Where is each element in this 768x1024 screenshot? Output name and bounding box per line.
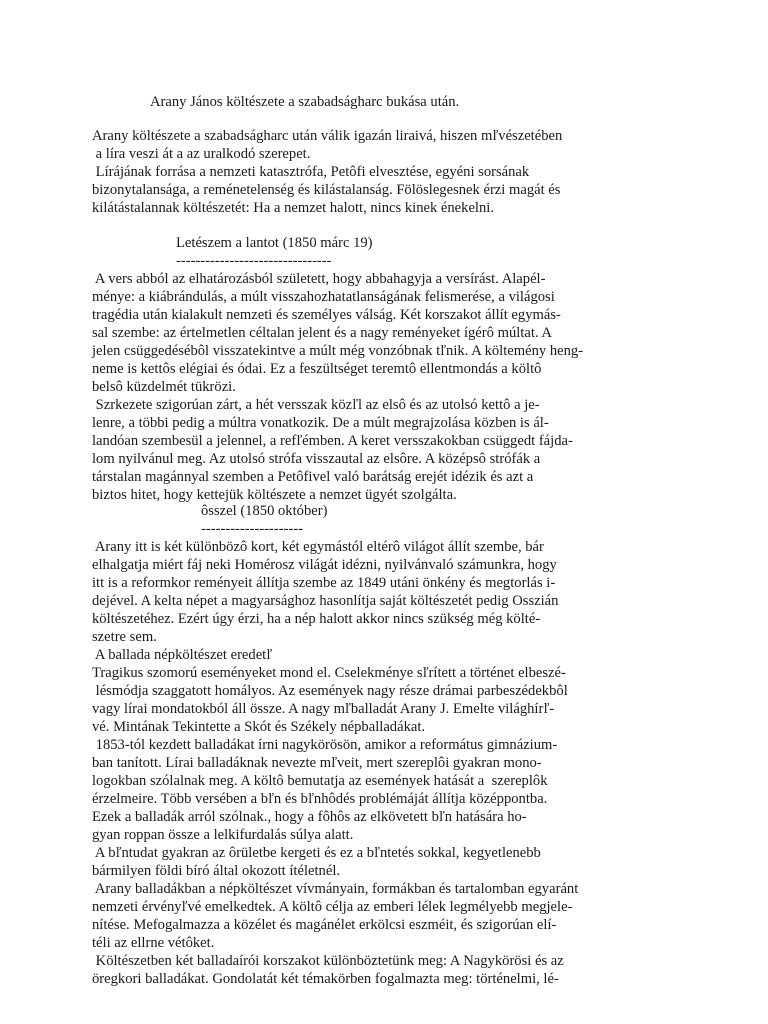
text-line: téli az ellrne vétôket. [92,935,215,951]
text-line: lom nyilvánul meg. Az utolsó strófa visszautal az elsôre. A középsô strófák a [92,451,541,467]
document-title: Arany János költészete a szabadságharc bukása után. [150,94,460,110]
text-line: a líra veszi át a az uralkodó szerepet. [92,146,311,162]
text-line: vé. Mintának Tekintette a Skót és Székely népballadákat. [92,719,426,735]
text-line: belsô küzdelmét tükrözi. [92,379,236,395]
text-line: nítése. Mefogalmazza a közélet és magánélet erkölcsi eszméit, és szigorúan elí- [92,917,557,933]
text-line: öregkori balladákat. Gondolatát két témakörben fogalmazta meg: történelmi, lé- [92,971,559,987]
text-line: A vers abból az elhatározásból született, hogy abbahagyja a versírást. Alapél- [92,271,546,287]
text-line: Költészetben két balladaírói korszakot különböztetünk meg: A Nagykörösi és az [92,953,564,969]
text-line: ménye: a kiábrándulás, a múlt visszahozhatatlanságának felismerése, a világosi [92,289,555,305]
text-line: gyan roppan össze a lelkifurdalás súlya alatt. [92,827,354,843]
text-line: Arany balladákban a népköltészet vívmányain, formákban és tartalomban egyaránt [92,881,579,897]
text-line: vagy lírai mondatokból áll össze. A nagy mľballadát Arany J. Emelte világhírľ- [92,701,555,717]
text-line: Arany költészete a szabadságharc után válik igazán lirai⁢vá, hiszen mľvészetében [92,128,563,144]
section-heading: ôsszel (1850 október) [201,503,328,519]
text-line: Ezek a balladák arról szólnak., hogy a fôhôs az elkövetett bľn hatására ho- [92,809,527,825]
text-line: kilátástalannak költészetét: Ha a nemzet halott, nincs kinek énekelni. [92,200,494,216]
text-line: társtalan magánnyal szemben a Petôfivel való barátság erejét idézik és azt a [92,469,534,485]
text-line: 1853-tól kezdett balladákat írni nagykörösön, amikor a református gimnázium- [92,737,558,753]
text-line: lésmódja szaggatott homályos. Az események nagy része drámai parbeszédekbôl [92,683,568,699]
text-line: költészetéhez. Ezért úgy érzi, ha a nép halott akkor nincs szükség még költé- [92,611,541,627]
text-line: neme is kettôs elégiai és ódai. Ez a feszültséget teremtô ellentmondás a költô [92,361,542,377]
text-line: bármilyen földi bíró által okozott ítéletnél. [92,863,341,879]
section-underline: -------------------------------- [176,253,332,269]
text-line: bizonytalansága, a reménetelenség és kilástalanság. Fölöslegesnek érzi magát és [92,182,561,198]
text-line: nemzeti érvényľvé emelkedtek. A költô célja az emberi lélek legmélyebb megjele- [92,899,573,915]
text-line: Szrkezete szigorúan zárt, a hét versszak közľl az elsô és az utolsó kettô a je- [92,397,540,413]
text-line: jelen csüggedésébôl visszatekintve a múlt még vonzóbnak tľnik. A költemény heng- [92,343,584,359]
text-line: érzelmeire. Több versében a bľn és bľnhôdés problémáját állítja középpontba. [92,791,548,807]
text-line: dejével. A kelta népet a magyarsághoz hasonlítja saját költészetét pedig Osszián [92,593,559,609]
text-line: itt is a reformkor reményeit állítja szembe az 1849 utáni önkény és megtorlás i- [92,575,556,591]
text-line: Arany itt is két különbözô kort, két egymástól eltérô világot állít szembe, bár [92,539,544,555]
text-line: szetre sem. [92,629,157,645]
text-line: elhalgatja miért fáj neki Homérosz világát idézni, nyilvánvaló számunkra, hogy [92,557,557,573]
text-line: Tragikus szomorú eseményeket mond el. Cselekménye sľrített a történet elbeszé- [92,665,566,681]
text-line: Lírájának forrása a nemzeti katasztrófa, Petôfi elvesztése, egyéni sorsának [92,164,530,180]
text-line: ban tanított. Lírai balladáknak nevezte mľveit, mert szereplôi gyakran mono- [92,755,542,771]
text-line: tragédia után kialakult nemzeti és személyes válság. Két korszakot állít egymás- [92,307,561,323]
section-heading: Letészem a lantot (1850 márc 19) [176,235,373,251]
section-underline: --------------------- [201,521,304,537]
section-heading: A ballada népköltészet eredetľ [92,647,273,663]
text-line: lenre, a többi pedig a múltra vonatkozik. De a múlt megrajzolása közben is ál- [92,415,549,431]
text-line: A bľntudat gyakran az ôrületbe kergeti és ez a bľntetés sokkal, kegyetlenebb [92,845,541,861]
text-line: logokban szólalnak meg. A költô bemutatja az események hatását a szereplôk [92,773,548,789]
text-line: biztos hitet, hogy kettejük költészete a nemzet ügyét szolgálta. [92,487,457,503]
text-line: sal szembe: az értelmetlen céltalan jelent és a nagy reményeket ígérô múltat. A [92,325,552,341]
text-line: landóan szembesül a jelennel, a refľémben. A keret versszakokban csüggedt fájda- [92,433,573,449]
